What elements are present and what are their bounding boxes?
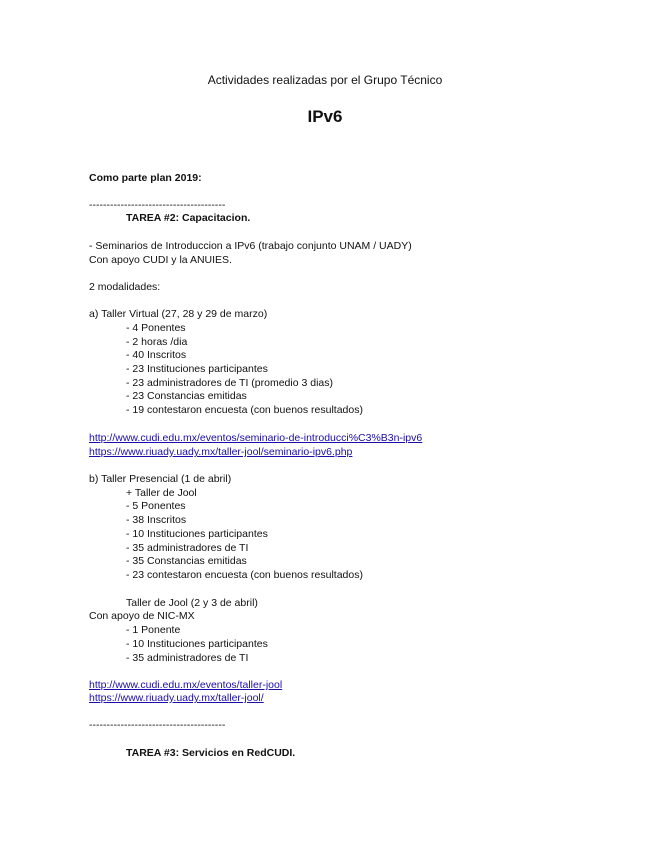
riuady-seminar-link[interactable]: https://www.riuady.uady.mx/taller-jool/seminario-ipv6.php: [89, 446, 353, 458]
tarea3-heading: TAREA #3: Servicios en RedCUDI.: [126, 747, 296, 759]
list-item: - 38 Inscritos: [126, 514, 187, 526]
list-item: - 35 administradores de TI: [126, 652, 249, 664]
tarea2-heading: TAREA #2: Capacitacion.: [126, 212, 251, 224]
presencial-workshop-title: b) Taller Presencial (1 de abril): [89, 473, 232, 485]
cudi-jool-link[interactable]: http://www.cudi.edu.mx/eventos/taller-jool: [89, 679, 283, 691]
riuady-jool-link[interactable]: https://www.riuady.uady.mx/taller-jool/: [89, 692, 264, 704]
section-heading: Como parte plan 2019:: [89, 172, 202, 184]
virtual-workshop-title: a) Taller Virtual (27, 28 y 29 de marzo): [89, 308, 268, 320]
list-item: - 23 Instituciones participantes: [126, 363, 268, 375]
separator-line: ---------------------------------------: [89, 719, 226, 731]
seminar-support-line: Con apoyo CUDI y la ANUIES.: [89, 254, 232, 266]
list-item: - 2 horas /dia: [126, 336, 188, 348]
list-item: - 35 administradores de TI: [126, 542, 249, 554]
jool-workshop-title: Taller de Jool (2 y 3 de abril): [126, 597, 258, 609]
modalidades-label: 2 modalidades:: [89, 281, 161, 293]
list-item: - 23 administradores de TI (promedio 3 dias): [126, 377, 333, 389]
list-item: + Taller de Jool: [126, 487, 197, 499]
document-subtitle: Actividades realizadas por el Grupo Técnico: [207, 73, 443, 87]
list-item: - 10 Instituciones participantes: [126, 638, 268, 650]
seminar-intro-line: - Seminarios de Introduccion a IPv6 (trabajo conjunto UNAM / UADY): [89, 240, 412, 252]
separator-line: ---------------------------------------: [89, 199, 226, 211]
list-item: - 35 Constancias emitidas: [126, 555, 247, 567]
cudi-seminar-link[interactable]: http://www.cudi.edu.mx/eventos/seminario-de-introducci%C3%B3n-ipv6: [89, 432, 423, 444]
list-item: - 4 Ponentes: [126, 322, 186, 334]
list-item: - 19 contestaron encuesta (con buenos resultados): [126, 404, 363, 416]
list-item: - 23 Constancias emitidas: [126, 390, 247, 402]
list-item: - 40 Inscritos: [126, 349, 187, 361]
list-item: - 23 contestaron encuesta (con buenos resultados): [126, 569, 363, 581]
document-title: IPv6: [307, 107, 343, 126]
jool-support-line: Con apoyo de NIC-MX: [89, 610, 195, 622]
list-item: - 10 Instituciones participantes: [126, 528, 268, 540]
list-item: - 5 Ponentes: [126, 500, 186, 512]
list-item: - 1 Ponente: [126, 624, 181, 636]
